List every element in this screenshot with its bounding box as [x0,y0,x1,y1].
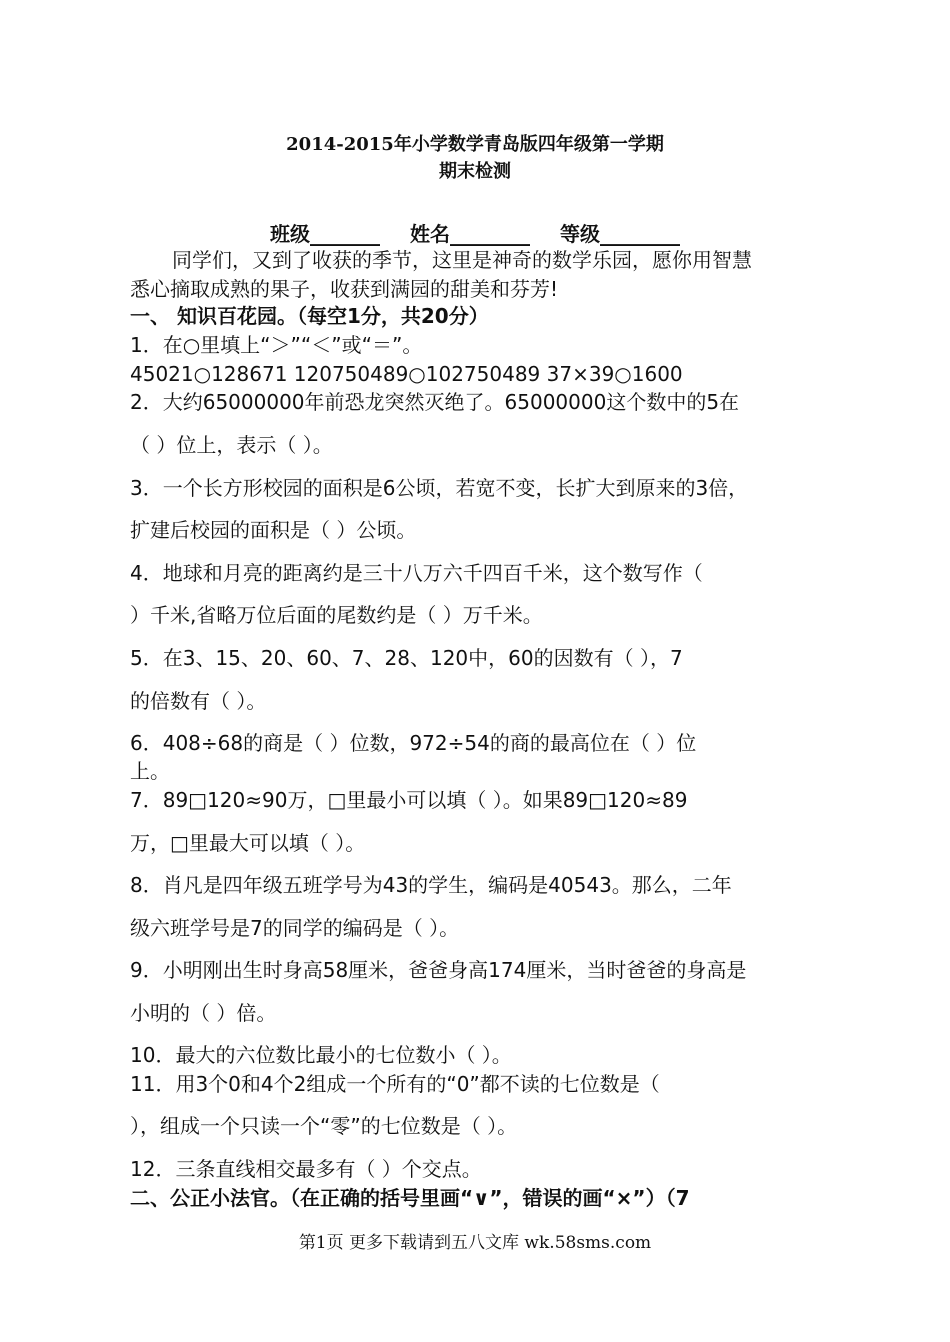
question-line: 8．肖凡是四年级五班学号为43的学生，编码是40543。那么，二年 [130,873,732,897]
student-info-row [0,218,950,247]
section-1-heading: 一、 知识百花园。（每空1分，共20分） [130,304,489,328]
class-field: 班级_______ [270,222,380,246]
question-line: 9．小明刚出生时身高58厘米，爸爸身高174厘米，当时爸爸的身高是 [130,958,747,982]
intro-line-2: 悉心摘取成熟的果子，收获到满园的甜美和芬芳! [130,277,559,301]
question-line: 3．一个长方形校园的面积是6公顷，若宽不变，长扩大到原来的3倍， [130,476,749,500]
question-line: （ ）位上，表示（ ）。 [130,433,333,457]
question-line: 5．在3、15、20、60、7、28、120中，60的因数有（ ），7 [130,646,683,670]
question-line: 扩建后校园的面积是（ ）公顷。 [130,518,417,542]
question-line: 1．在○里填上“＞”“＜”或“＝”。 [130,333,423,357]
document-subtitle: 期末检测 [439,161,511,182]
intro-line-1: 同学们，又到了收获的季节，这里是神奇的数学乐园，愿你用智慧 [172,248,752,272]
question-line: 6．408÷68的商是（ ）位数，972÷54的商的最高位在（ ）位 [130,731,697,755]
name-field: 姓名________ [410,222,530,246]
page-footer: 第1页 更多下载请到五八文库 wk.58sms.com [298,1233,652,1253]
document-title: 2014-2015年小学数学青岛版四年级第一学期 [286,134,664,155]
question-line: 万，□里最大可以填（ ）。 [130,831,366,855]
section-2-heading: 二、公正小法官。（在正确的括号里画“∨”，错误的画“×”）（7 [130,1186,690,1210]
question-line: 12．三条直线相交最多有（ ）个交点。 [130,1157,482,1181]
question-line: 级六班学号是7的同学的编码是（ ）。 [130,916,460,940]
question-line: ）千米,省略万位后面的尾数约是（ ）万千米。 [130,603,543,627]
question-line: 10．最大的六位数比最小的七位数小（ ）。 [130,1043,512,1067]
question-line: 的倍数有（ ）。 [130,689,267,713]
question-line: 45021○128671 120750489○102750489 37×39○1600 [130,362,683,386]
grade-field: 等级________ [560,222,680,246]
question-line: 4．地球和月亮的距离约是三十八万六千四百千米，这个数写作（ [130,561,703,585]
question-line: 小明的（ ）倍。 [130,1001,277,1025]
question-line: ），组成一个只读一个“零”的七位数是（ ）。 [130,1114,518,1138]
question-line: 上。 [130,759,170,783]
question-line: 7．89□120≈90万，□里最小可以填（ ）。如果89□120≈89 [130,788,688,812]
question-line: 2．大约65000000年前恐龙突然灭绝了。65000000这个数中的5在 [130,390,740,414]
question-line: 11．用3个0和4个2组成一个所有的“0”都不读的七位数是（ [130,1072,660,1096]
